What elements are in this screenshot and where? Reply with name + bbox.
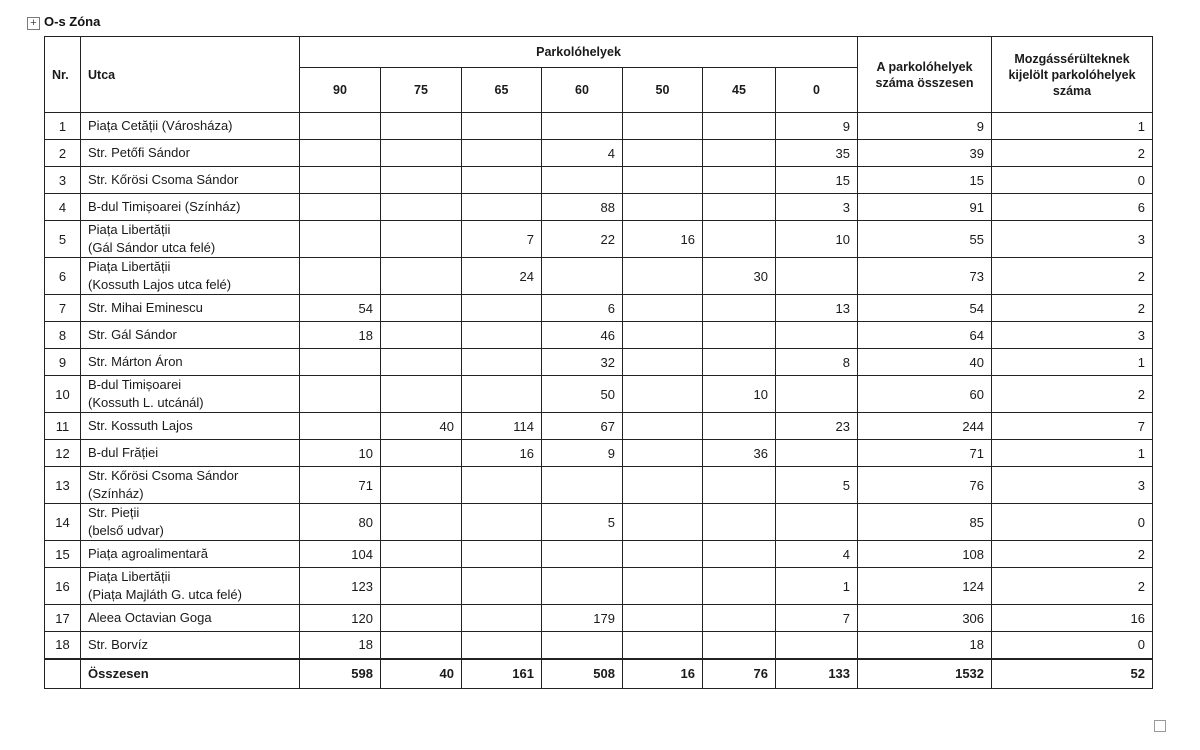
street-name — [81, 194, 300, 221]
table-row — [45, 140, 1153, 167]
street-name — [81, 504, 300, 541]
row-number: 2 — [45, 140, 81, 167]
cell-total-spaces: 60 — [858, 376, 992, 413]
cell-angle-90: 10 — [300, 440, 381, 467]
cell-total-spaces: 55 — [858, 221, 992, 258]
cell-angle-0 — [776, 258, 858, 295]
cell-angle-45: 36 — [703, 440, 776, 467]
cell-angle-50 — [623, 194, 703, 221]
cell-angle-60 — [542, 113, 623, 140]
cell-angle-0: 3 — [776, 194, 858, 221]
totals-label: Összesen — [81, 659, 300, 689]
cell-total-spaces: 244 — [858, 413, 992, 440]
cell-angle-0: 4 — [776, 541, 858, 568]
cell-angle-0 — [776, 322, 858, 349]
cell-angle-90 — [300, 167, 381, 194]
header-angle-60: 60 — [542, 68, 623, 113]
cell-total-spaces: 18 — [858, 632, 992, 659]
row-number: 3 — [45, 167, 81, 194]
totals-empty-cell — [45, 659, 81, 689]
cell-angle-90 — [300, 376, 381, 413]
cell-angle-45 — [703, 113, 776, 140]
cell-angle-75 — [381, 605, 462, 632]
street-name-line: Str. Mihai Eminescu — [88, 300, 203, 315]
cell-total-spaces: 73 — [858, 258, 992, 295]
street-name-line: Aleea Octavian Goga — [88, 610, 212, 625]
cell-angle-50 — [623, 322, 703, 349]
cell-angle-45 — [703, 221, 776, 258]
street-name — [81, 568, 300, 605]
cell-angle-65 — [462, 632, 542, 659]
cell-disabled-spaces: 16 — [992, 605, 1153, 632]
cell-disabled-spaces: 2 — [992, 140, 1153, 167]
row-number: 15 — [45, 541, 81, 568]
header-disabled-spaces: Mozgássérülteknek kijelölt parkolóhelyek száma — [992, 37, 1153, 113]
cell-angle-65 — [462, 605, 542, 632]
cell-angle-60: 179 — [542, 605, 623, 632]
street-name-line: Str. Borvíz — [88, 636, 148, 652]
total-angle-45: 76 — [703, 659, 776, 689]
street-name — [81, 167, 300, 194]
cell-angle-65: 7 — [462, 221, 542, 258]
cell-angle-50 — [623, 258, 703, 295]
street-name — [81, 467, 300, 504]
cell-angle-50 — [623, 140, 703, 167]
table-row — [45, 376, 1153, 413]
cell-disabled-spaces: 1 — [992, 113, 1153, 140]
cell-angle-50 — [623, 440, 703, 467]
total-angle-50: 16 — [623, 659, 703, 689]
cell-angle-0: 1 — [776, 568, 858, 605]
cell-angle-60: 5 — [542, 504, 623, 541]
row-number: 14 — [45, 504, 81, 541]
row-number: 7 — [45, 295, 81, 322]
cell-angle-50 — [623, 541, 703, 568]
cell-angle-60: 67 — [542, 413, 623, 440]
cell-angle-45 — [703, 568, 776, 605]
cell-angle-90: 104 — [300, 541, 381, 568]
row-number: 17 — [45, 605, 81, 632]
row-number: 12 — [45, 440, 81, 467]
cell-total-spaces: 108 — [858, 541, 992, 568]
cell-disabled-spaces: 3 — [992, 221, 1153, 258]
cell-angle-90: 120 — [300, 605, 381, 632]
street-name-line: Piața Libertății — [88, 569, 171, 584]
parking-table — [44, 36, 1153, 689]
table-row — [45, 568, 1153, 605]
row-number: 6 — [45, 258, 81, 295]
row-number: 18 — [45, 632, 81, 659]
row-number: 5 — [45, 221, 81, 258]
cell-disabled-spaces: 2 — [992, 376, 1153, 413]
cell-angle-45 — [703, 605, 776, 632]
cell-angle-50 — [623, 295, 703, 322]
cell-angle-45 — [703, 467, 776, 504]
table-move-handle[interactable]: + — [27, 17, 40, 30]
street-name — [81, 440, 300, 467]
cell-angle-45 — [703, 413, 776, 440]
cell-angle-65 — [462, 167, 542, 194]
table-row — [45, 632, 1153, 659]
cell-angle-0: 10 — [776, 221, 858, 258]
cell-angle-45 — [703, 194, 776, 221]
cell-total-spaces: 124 — [858, 568, 992, 605]
cell-disabled-spaces: 7 — [992, 413, 1153, 440]
row-number: 16 — [45, 568, 81, 605]
table-row — [45, 322, 1153, 349]
table-row — [45, 504, 1153, 541]
cell-angle-45 — [703, 504, 776, 541]
cell-angle-65 — [462, 295, 542, 322]
cell-angle-50 — [623, 568, 703, 605]
header-angle-65: 65 — [462, 68, 542, 113]
street-name-line: B-dul Timișoarei — [88, 377, 182, 392]
cell-angle-60 — [542, 541, 623, 568]
cell-disabled-spaces: 1 — [992, 440, 1153, 467]
cell-angle-45 — [703, 140, 776, 167]
total-angle-65: 161 — [462, 659, 542, 689]
street-name — [81, 541, 300, 568]
cell-angle-90 — [300, 113, 381, 140]
cell-angle-50 — [623, 632, 703, 659]
cell-disabled-spaces: 2 — [992, 295, 1153, 322]
cell-angle-50 — [623, 349, 703, 376]
cell-angle-90 — [300, 194, 381, 221]
table-row — [45, 467, 1153, 504]
cell-total-spaces: 306 — [858, 605, 992, 632]
cell-total-spaces: 91 — [858, 194, 992, 221]
cell-angle-0 — [776, 504, 858, 541]
street-name — [81, 349, 300, 376]
row-number: 1 — [45, 113, 81, 140]
table-row — [45, 258, 1153, 295]
cell-total-spaces: 64 — [858, 322, 992, 349]
cell-angle-50 — [623, 605, 703, 632]
total-angle-75: 40 — [381, 659, 462, 689]
cell-angle-50 — [623, 504, 703, 541]
cell-angle-60: 22 — [542, 221, 623, 258]
cell-angle-90: 123 — [300, 568, 381, 605]
cell-angle-75 — [381, 541, 462, 568]
cell-total-spaces: 15 — [858, 167, 992, 194]
cell-angle-75 — [381, 221, 462, 258]
header-total-spaces: A parkolóhelyek száma összesen — [858, 37, 992, 113]
cell-angle-75 — [381, 349, 462, 376]
cell-angle-60: 46 — [542, 322, 623, 349]
table-row — [45, 440, 1153, 467]
totals-row — [45, 659, 1153, 689]
cell-angle-0: 7 — [776, 605, 858, 632]
cell-angle-60: 4 — [542, 140, 623, 167]
header-angle-45: 45 — [703, 68, 776, 113]
cell-angle-75 — [381, 258, 462, 295]
cell-angle-65 — [462, 194, 542, 221]
cell-angle-50 — [623, 113, 703, 140]
cell-angle-60: 6 — [542, 295, 623, 322]
street-name-line: Str. Petőfi Sándor — [88, 145, 190, 160]
cell-angle-45: 10 — [703, 376, 776, 413]
street-name-line: (Kossuth L. utcánál) — [88, 395, 204, 410]
street-name — [81, 295, 300, 322]
cell-angle-65 — [462, 504, 542, 541]
cell-disabled-spaces: 2 — [992, 568, 1153, 605]
cell-angle-65 — [462, 140, 542, 167]
street-name — [81, 376, 300, 413]
table-row — [45, 541, 1153, 568]
cell-angle-45 — [703, 322, 776, 349]
cell-angle-60 — [542, 467, 623, 504]
cell-angle-45 — [703, 295, 776, 322]
cell-angle-0: 35 — [776, 140, 858, 167]
row-number: 10 — [45, 376, 81, 413]
cell-disabled-spaces: 0 — [992, 167, 1153, 194]
cell-angle-90 — [300, 140, 381, 167]
street-name — [81, 221, 300, 258]
cell-angle-60 — [542, 568, 623, 605]
street-name-line: (Gál Sándor utca felé) — [88, 240, 216, 255]
street-name-line: Str. Gál Sándor — [88, 327, 177, 342]
grand-total-spaces: 1532 — [858, 659, 992, 689]
table-row — [45, 167, 1153, 194]
street-name-line: Str. Kőrösi Csoma Sándor — [88, 468, 239, 483]
cell-angle-90 — [300, 349, 381, 376]
cell-disabled-spaces: 0 — [992, 632, 1153, 659]
cell-angle-75 — [381, 376, 462, 413]
cell-disabled-spaces: 0 — [992, 504, 1153, 541]
table-row — [45, 605, 1153, 632]
header-angle-50: 50 — [623, 68, 703, 113]
cell-angle-90: 80 — [300, 504, 381, 541]
header-angle-90: 90 — [300, 68, 381, 113]
street-name — [81, 258, 300, 295]
row-number: 13 — [45, 467, 81, 504]
cell-angle-0: 23 — [776, 413, 858, 440]
table-row — [45, 221, 1153, 258]
row-number: 9 — [45, 349, 81, 376]
street-name — [81, 140, 300, 167]
cell-angle-90: 54 — [300, 295, 381, 322]
street-name — [81, 113, 300, 140]
total-angle-60: 508 — [542, 659, 623, 689]
cell-disabled-spaces: 1 — [992, 349, 1153, 376]
cell-angle-65 — [462, 467, 542, 504]
cell-angle-90: 71 — [300, 467, 381, 504]
cell-angle-60: 9 — [542, 440, 623, 467]
cell-angle-45: 30 — [703, 258, 776, 295]
street-name-line: Str. Kőrösi Csoma Sándor — [88, 172, 239, 187]
cell-angle-0: 13 — [776, 295, 858, 322]
cell-angle-90: 18 — [300, 632, 381, 659]
cell-angle-60: 50 — [542, 376, 623, 413]
header-angle-75: 75 — [381, 68, 462, 113]
cell-angle-0: 8 — [776, 349, 858, 376]
street-name-line: Str. Márton Áron — [88, 354, 183, 369]
cell-angle-50 — [623, 167, 703, 194]
table-row — [45, 113, 1153, 140]
cell-angle-65: 114 — [462, 413, 542, 440]
street-name — [81, 605, 300, 632]
street-name-line: Piața Libertății — [88, 222, 171, 237]
cell-angle-45 — [703, 632, 776, 659]
street-name — [81, 322, 300, 349]
cell-angle-0: 9 — [776, 113, 858, 140]
cell-angle-75 — [381, 140, 462, 167]
cell-angle-60: 32 — [542, 349, 623, 376]
header-parking-spaces: Parkolóhelyek — [300, 37, 858, 68]
cell-total-spaces: 40 — [858, 349, 992, 376]
table-resize-handle[interactable] — [1154, 720, 1166, 732]
cell-total-spaces: 9 — [858, 113, 992, 140]
street-name-line: (Kossuth Lajos utca felé) — [88, 277, 232, 292]
street-name-line: (belső udvar) — [88, 523, 164, 538]
street-name-line: B-dul Timișoarei (Színház) — [88, 199, 241, 214]
row-number: 8 — [45, 322, 81, 349]
cell-total-spaces: 85 — [858, 504, 992, 541]
cell-angle-50 — [623, 467, 703, 504]
total-angle-90: 598 — [300, 659, 381, 689]
table-row — [45, 413, 1153, 440]
row-number: 11 — [45, 413, 81, 440]
cell-angle-75 — [381, 194, 462, 221]
header-street: Utca — [81, 37, 300, 113]
street-name-line: Str. Pieții — [88, 505, 140, 520]
header-angle-0: 0 — [776, 68, 858, 113]
cell-angle-65 — [462, 541, 542, 568]
cell-angle-65: 24 — [462, 258, 542, 295]
cell-angle-45 — [703, 541, 776, 568]
cell-angle-75 — [381, 440, 462, 467]
cell-angle-60 — [542, 167, 623, 194]
cell-angle-90 — [300, 221, 381, 258]
cell-angle-65: 16 — [462, 440, 542, 467]
cell-total-spaces: 71 — [858, 440, 992, 467]
cell-angle-75 — [381, 568, 462, 605]
cell-disabled-spaces: 2 — [992, 258, 1153, 295]
cell-angle-50 — [623, 376, 703, 413]
header-nr: Nr. — [45, 37, 81, 113]
cell-angle-0 — [776, 632, 858, 659]
cell-angle-0 — [776, 440, 858, 467]
cell-angle-75: 40 — [381, 413, 462, 440]
cell-angle-0: 15 — [776, 167, 858, 194]
cell-angle-90 — [300, 258, 381, 295]
grand-total-disabled: 52 — [992, 659, 1153, 689]
street-name — [81, 632, 300, 659]
cell-disabled-spaces: 3 — [992, 467, 1153, 504]
cell-angle-75 — [381, 167, 462, 194]
cell-angle-65 — [462, 113, 542, 140]
cell-angle-75 — [381, 295, 462, 322]
cell-disabled-spaces: 3 — [992, 322, 1153, 349]
cell-angle-65 — [462, 376, 542, 413]
cell-angle-0: 5 — [776, 467, 858, 504]
zone-title: O-s Zóna — [44, 14, 101, 29]
cell-angle-75 — [381, 113, 462, 140]
cell-angle-0 — [776, 376, 858, 413]
cell-angle-60 — [542, 632, 623, 659]
street-name-line: Str. Kossuth Lajos — [88, 418, 193, 433]
cell-total-spaces: 39 — [858, 140, 992, 167]
total-angle-0: 133 — [776, 659, 858, 689]
street-name-line: Piața Libertății — [88, 259, 171, 274]
row-number: 4 — [45, 194, 81, 221]
street-name-line: Piața agroalimentară — [88, 546, 208, 561]
cell-angle-75 — [381, 632, 462, 659]
cell-angle-90 — [300, 413, 381, 440]
street-name-line: Piața Cetății (Városháza) — [88, 118, 233, 133]
street-name-line: B-dul Frăției — [88, 445, 159, 460]
cell-angle-65 — [462, 568, 542, 605]
cell-angle-75 — [381, 322, 462, 349]
table-row — [45, 295, 1153, 322]
cell-angle-65 — [462, 349, 542, 376]
cell-angle-65 — [462, 322, 542, 349]
cell-disabled-spaces: 6 — [992, 194, 1153, 221]
cell-angle-50: 16 — [623, 221, 703, 258]
cell-angle-90: 18 — [300, 322, 381, 349]
street-name-line: (Színház) — [88, 486, 144, 501]
cell-angle-60: 88 — [542, 194, 623, 221]
cell-angle-45 — [703, 167, 776, 194]
cell-angle-75 — [381, 504, 462, 541]
cell-total-spaces: 54 — [858, 295, 992, 322]
table-row — [45, 349, 1153, 376]
cell-total-spaces: 76 — [858, 467, 992, 504]
cell-angle-50 — [623, 413, 703, 440]
cell-angle-75 — [381, 467, 462, 504]
cell-angle-45 — [703, 349, 776, 376]
cell-disabled-spaces: 2 — [992, 541, 1153, 568]
cell-angle-60 — [542, 258, 623, 295]
street-name-line: (Piața Majláth G. utca felé) — [88, 587, 242, 602]
table-row — [45, 194, 1153, 221]
street-name — [81, 413, 300, 440]
